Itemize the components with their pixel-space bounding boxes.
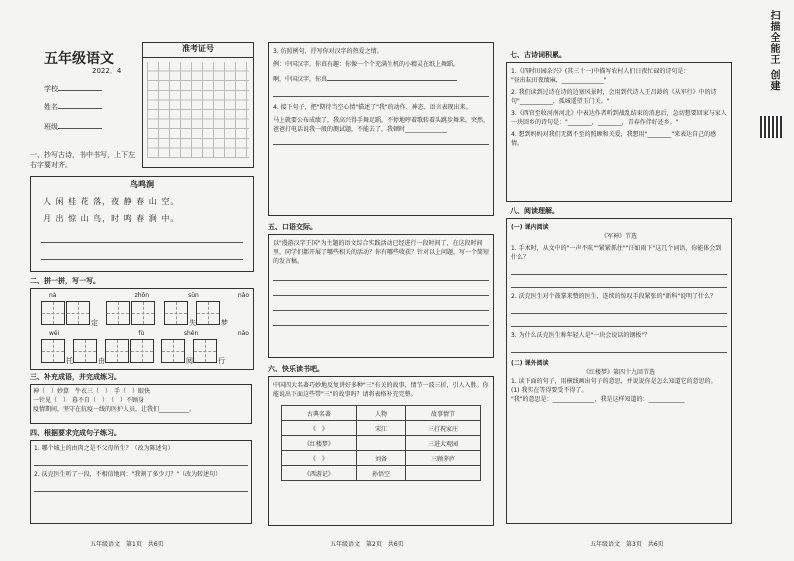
answer-line[interactable]	[34, 453, 248, 466]
sec6-heading: 六、快乐读书吧。	[268, 365, 324, 373]
write-cells-row-1[interactable]: 定 失 梦	[41, 301, 228, 329]
answer-line[interactable]	[511, 301, 727, 314]
scanner-watermark: 扫描全能王 创建	[768, 10, 779, 92]
pinyin-row-1: nà zhōn sǔn nǎo	[49, 292, 249, 299]
class-label: 班级	[44, 123, 58, 131]
exam-number-grid[interactable]	[147, 62, 249, 158]
answer-line[interactable]	[34, 479, 248, 492]
table-row: 《 》 刘备 三顾茅庐	[282, 451, 481, 466]
reading-q3: 3. 为什么沃克医生称年轻人是"一块会说话的钢板"？	[511, 332, 651, 339]
books-table: 古典名著 人物 故事情节 《 》 宋江 三打祝家庄 《红楼梦》 三进大观园 《 》 刘备 三顾茅庐 《西游记》 孙悟空	[281, 405, 481, 481]
sec7-heading: 七、古诗词积累。	[510, 51, 566, 59]
sec5-text: 以"漫游汉字王国"为主题的语文综合实践活动已经进行一段时间了，在这段时间里，同学们都开展了哪些相关的活动？你有哪些收获？针对以上问题，写一个简短的发言稿。	[273, 240, 490, 265]
sub2-title: 《红楼梦》第四十九回节选	[582, 369, 655, 376]
answer-line[interactable]	[273, 84, 489, 97]
sentence-box	[30, 440, 252, 524]
idiom-box	[30, 384, 252, 424]
q3-answer[interactable]: 啊，中国汉字，你真	[273, 75, 489, 84]
q3-text: 3. 仿照例句，抒写你对汉字的热爱之情。	[273, 48, 383, 55]
sec3-heading: 三、补充成语，并完成练习。	[30, 373, 121, 381]
exam-number-label: 准考证号	[143, 43, 253, 58]
exam-date: 2022．4	[92, 67, 122, 75]
poem-line-2: 月 出 惊 山 鸟，时 鸣 春 涧 中。	[43, 214, 180, 223]
sub1-heading: (一) 课内阅读	[511, 224, 549, 231]
pinyin-box	[30, 288, 254, 370]
school-field[interactable]	[44, 84, 124, 94]
sentence-q2: 2. 沃克医生听了一段，不相信地问："我割了多少刀？"（改为转述句）	[34, 471, 222, 478]
table-row: 《红楼梦》 三进大观园	[282, 436, 481, 451]
q3-example: 例：中国汉字，你真有趣：你像一个个充满生机的小精灵在纸上舞蹈。	[273, 61, 460, 68]
sub2-heading: (二) 课外阅读	[511, 360, 549, 367]
exam-number-box	[142, 42, 254, 168]
poetry-q2[interactable]: 2. 我们读到过诗在诗的边塞风景时，会用到代诗人王昌龄的《从军行》中的诗句"___________，孤城遥望玉门关。"	[511, 89, 717, 105]
name-label: 姓名	[44, 103, 58, 111]
poetry-q3[interactable]: 3.《西官至收河南河北》中表达作者听到战乱结束的消息后，急切想要回家与家人一块回乡的诗句是："________，________，青春作伴好还乡。"	[511, 110, 727, 126]
q4-text: 4. 接下句子，把"期待当空心情"描述了"我"的动作、神态、语言表现出来。	[273, 104, 472, 111]
sec8-heading: 八、阅读理解。	[510, 207, 559, 215]
sec5-heading: 五、口语交际。	[268, 223, 317, 231]
write-cells-row-2[interactable]: 托 由 阅 行	[41, 339, 225, 367]
sec4-heading: 四、根据要求完成句子练习。	[30, 429, 121, 437]
answer-line[interactable]	[273, 134, 489, 145]
answer-line[interactable]	[511, 340, 727, 353]
reading-q2: 2. 沃克医生对个鼓掌来赞的医生，连续的惊叹手段紧张的"新科"说明了什么？	[511, 293, 717, 300]
answer-line[interactable]	[511, 314, 727, 327]
poem-writing-line[interactable]	[41, 234, 243, 243]
sentence-q1: 1. 哪个城上的由肉之是不父母所生？（改为陈述句）	[34, 445, 174, 452]
poem-writing-line[interactable]	[41, 251, 243, 260]
name-field[interactable]	[44, 102, 124, 112]
oral-box	[268, 234, 494, 358]
sub1-title: 《军神》节选	[600, 233, 637, 240]
sec1-heading: 一、抄写古诗，书中书写，上下左右字要对齐。	[30, 151, 135, 169]
col2-upper-box	[268, 42, 494, 216]
school-label: 学校	[44, 85, 58, 93]
table-row: 《 》 宋江 三打祝家庄	[282, 421, 481, 436]
answer-line[interactable]	[273, 281, 489, 296]
answer-line[interactable]	[273, 311, 489, 326]
poem-line-1: 人 闲 桂 花 落，夜 静 春 山 空。	[43, 197, 180, 206]
reading-q4: 1. 读下面的句子，用横线画出句子的意思，并说说你是怎么知道它的意思的。	[511, 378, 717, 385]
poetry-q1b[interactable]: "昼出耘田夜绩麻，______________"	[511, 77, 607, 84]
footer-page-3: 五年级语文 第3页 共6页	[590, 541, 664, 548]
poetry-box	[506, 62, 732, 202]
answer-line[interactable]	[273, 296, 489, 311]
sec2-heading: 二、拼一拼，写一写。	[30, 277, 100, 285]
idiom-line-1[interactable]: 神（ ）妙算 牛衣三（ ） 手（ ）眼快	[33, 388, 151, 395]
reading-q4a: (1) 我实在等得要受不得了。	[511, 387, 588, 394]
poem-box	[30, 176, 254, 272]
poetry-q4[interactable]: 4. 想到妈妈对我们无微不至的照顾和关爱，我想用"________"来表达自己的感情。	[511, 131, 717, 147]
table-row: 《西游记》 孙悟空	[282, 466, 481, 481]
footer-page-1: 五年级语文 第1页 共6页	[90, 541, 164, 548]
answer-line[interactable]	[273, 266, 489, 281]
page-title: 五年级语文	[44, 51, 114, 67]
pinyin-row-2: wěi fù shěn nǎo	[49, 330, 249, 337]
idiom-line-3[interactable]: 疫情期间，坚守在抗疫一线的医护人员，让我们__________。	[33, 406, 196, 413]
footer-page-2: 五年级语文 第2页 共6页	[330, 541, 404, 548]
answer-line[interactable]	[511, 275, 727, 288]
poetry-q1: 1.《四时田园杂兴》(其三十一)中描写农村人们日夜忙碌的诗句是：	[511, 68, 690, 75]
comprehension-box	[506, 218, 732, 524]
q4-passage[interactable]: 马上就要公布成绩了，我高兴得手舞足蹈，不停地哼着歌转着头跳步舞来，突然，爸爸打电话说我一般的测试题，不能去了，我顿时______________	[273, 117, 490, 133]
qr-code-icon	[760, 116, 782, 138]
poem-title: 鸟鸣涧	[130, 180, 154, 189]
idiom-line-2[interactable]: 一针见（ ） 暮不自（ ） （ ）不顾身	[33, 397, 145, 404]
reading-q4b[interactable]: "我"的意思是：______________，我是这样知道的：____________	[511, 396, 685, 403]
answer-line[interactable]	[511, 262, 727, 275]
sec6-text: 中国四大名著巧妙地反复讲好多种"三"有关的故事，情节一波三折，引人入胜。你能说出下面这些带"三"的故事吗？请将表格补充完整。	[273, 382, 489, 398]
reading-box	[268, 376, 494, 526]
reading-q1: 1. 手术时，从文中的"一声不吭""紧紧抓住""汗如雨下"这几个词语，你能体会到什么？	[511, 245, 722, 261]
class-field[interactable]	[44, 122, 124, 132]
